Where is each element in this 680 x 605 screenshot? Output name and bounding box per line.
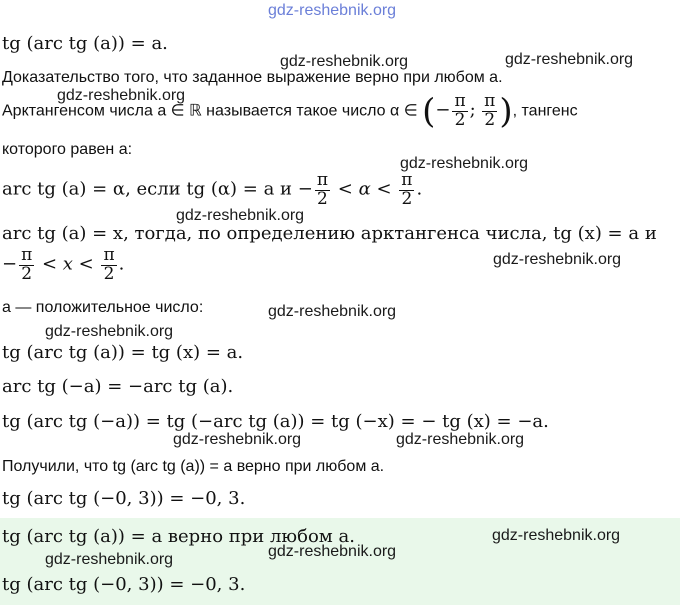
minus-sign: − — [435, 99, 451, 121]
watermark: gdz-reshebnik.org — [492, 527, 621, 544]
minus-sign: − — [2, 253, 18, 275]
inequality: < α < — [332, 178, 398, 200]
formula-line: tg (arc tg (a)) = tg (x) = a. — [2, 342, 244, 363]
pi-over-two — [101, 247, 116, 284]
formula-line: tg (arc tg (−0, 3)) = −0, 3. — [2, 488, 246, 509]
fraction-numerator: π — [484, 91, 496, 111]
formula-line: tg (arc tg (−a)) = tg (−arc tg (a)) = tg (−x) = − tg (x) = −a. — [2, 411, 549, 432]
watermark: gdz-reshebnik.org — [45, 551, 174, 568]
fraction-denominator: 2 — [317, 188, 328, 209]
pi-over-two — [452, 93, 467, 130]
period: . — [416, 178, 423, 200]
definition-line — [2, 93, 578, 130]
fraction-numerator: π — [21, 245, 33, 265]
text-line: которого равен a: — [2, 141, 133, 158]
text-line: Доказательство того, что заданное выражение верно при любом a. — [2, 69, 503, 86]
condition-text: arc tg (a) = α, если tg (α) = a и − — [2, 178, 313, 200]
inequality-line — [2, 247, 124, 284]
condition-line — [2, 172, 422, 209]
pi-over-two — [19, 247, 34, 284]
formula-line: arc tg (a) = x, тогда, по определению арктангенса числа, tg (x) = a и — [2, 223, 657, 244]
fraction-numerator: π — [316, 170, 329, 190]
pi-over-two — [482, 93, 497, 130]
fraction-denominator: 2 — [454, 109, 466, 130]
text-line: a — положительное число: — [2, 299, 204, 316]
answer-line: tg (arc tg (−0, 3)) = −0, 3. — [2, 574, 246, 595]
open-paren: ( — [422, 91, 436, 132]
pi-over-two — [315, 172, 330, 209]
definition-text: Арктангенсом числа a ∈ ℝ называется такое число α ∈ — [2, 102, 418, 120]
watermark: gdz-reshebnik.org — [268, 543, 397, 560]
watermark: gdz-reshebnik.org — [280, 53, 409, 70]
fraction-denominator: 2 — [21, 263, 33, 284]
answer-line: tg (arc tg (a)) = a верно при любом a. — [2, 526, 355, 547]
watermark: gdz-reshebnik.org — [268, 2, 397, 19]
watermark: gdz-reshebnik.org — [173, 431, 302, 448]
watermark: gdz-reshebnik.org — [45, 323, 174, 340]
definition-tail: , тангенс — [512, 102, 578, 120]
fraction-numerator: π — [103, 245, 115, 265]
period: . — [118, 253, 125, 275]
fraction-numerator: π — [401, 170, 413, 190]
semicolon: ; — [469, 99, 476, 121]
formula-line: tg (arc tg (a)) = a. — [2, 33, 168, 54]
fraction-numerator: π — [454, 91, 466, 111]
watermark: gdz-reshebnik.org — [396, 431, 525, 448]
formula-line: arc tg (−a) = −arc tg (a). — [2, 376, 234, 397]
watermark: gdz-reshebnik.org — [268, 303, 397, 320]
watermark: gdz-reshebnik.org — [505, 51, 634, 68]
close-paren: ) — [499, 91, 513, 132]
fraction-denominator: 2 — [401, 188, 413, 209]
watermark: gdz-reshebnik.org — [176, 207, 305, 224]
conclusion-line: Получили, что tg (arc tg (a)) = a верно при любом a. — [2, 458, 385, 475]
fraction-denominator: 2 — [103, 263, 115, 284]
inequality: < x < — [36, 253, 100, 275]
watermark: gdz-reshebnik.org — [400, 155, 529, 172]
watermark: gdz-reshebnik.org — [493, 251, 622, 268]
fraction-denominator: 2 — [484, 109, 496, 130]
watermark: gdz-reshebnik.org — [57, 87, 186, 104]
pi-over-two — [399, 172, 414, 209]
